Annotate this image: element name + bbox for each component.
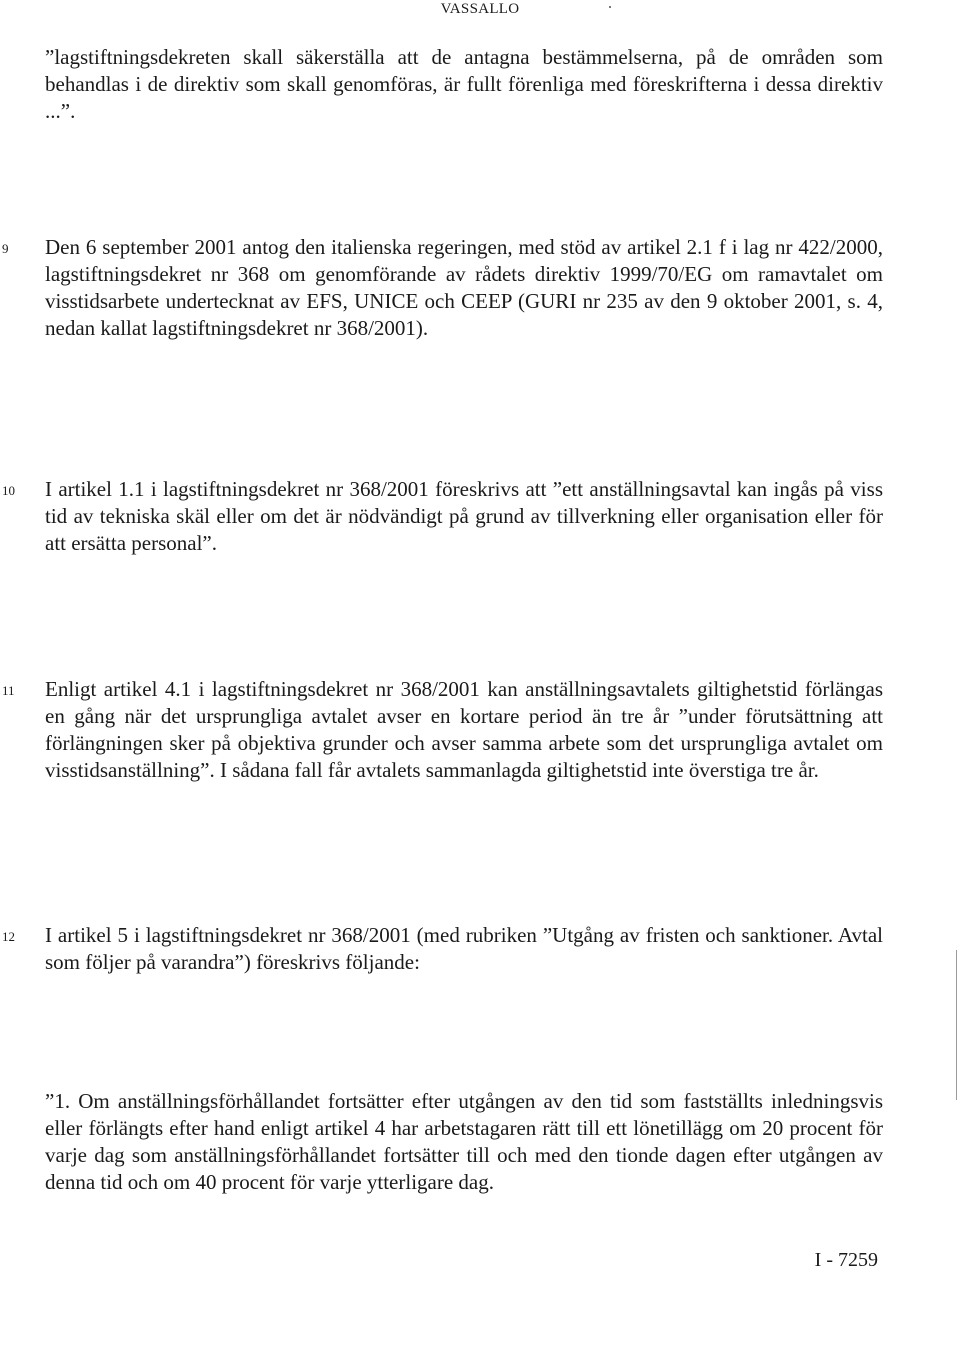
page-number: I - 7259 bbox=[814, 1249, 878, 1271]
margin-rule bbox=[956, 950, 957, 1100]
paragraph-number-12: 12 bbox=[2, 929, 15, 944]
quote-article-5-paragraph-1: ”1. Om anställningsförhållandet fortsätter efter utgången av den tid som fastställts inledningsvis eller förlängts efter hand enligt artikel 4 har arbetstagaren rätt till ett lönetillägg om 20 procent för varje dag som anställningsförhållandet fortsätter till och med den tionde dagen efter utgången av denna tid och om 40 procent för varje ytterligare dag. bbox=[45, 1089, 883, 1194]
paragraph-10: I artikel 1.1 i lagstiftningsdekret nr 368/2001 föreskrivs att ”ett anställningsavtal kan ingås på viss tid av tekniska skäl eller om det är nödvändigt på grund av tillverkning eller organisation eller för att ersätta personal”. bbox=[45, 477, 883, 555]
paragraph-number-9: 9 bbox=[2, 241, 9, 256]
paragraph-12: I artikel 5 i lagstiftningsdekret nr 368/2001 (med rubriken ”Utgång av fristen och sanktioner. Avtal som följer på varandra”) föreskrivs följande: bbox=[45, 923, 883, 974]
quote-intro: ”lagstiftningsdekreten skall säkerställa att de antagna bestämmelserna, på de områden som behandlas i de direktiv som skall genomföras, är fullt förenliga med föreskrifterna i dessa direktiv ...”. bbox=[45, 45, 883, 123]
paragraph-number-11: 11 bbox=[2, 683, 15, 698]
paragraph-number-10: 10 bbox=[2, 483, 15, 498]
paragraph-9: Den 6 september 2001 antog den italienska regeringen, med stöd av artikel 2.1 f i lag nr 422/2000, lagstiftningsdekret nr 368 om genomförande av rådets direktiv 1999/70/EG om ramavtalet om visstidsarbete undertecknat av EFS, UNICE och CEEP (GURI nr 235 av den 9 oktober 2001, s. 4, nedan kallat lagstiftningsdekret nr 368/2001). bbox=[45, 235, 883, 340]
speck-mark bbox=[609, 6, 611, 8]
running-head: VASSALLO bbox=[440, 1, 520, 17]
paragraph-11: Enligt artikel 4.1 i lagstiftningsdekret nr 368/2001 kan anställningsavtalets giltighetstid förlängas en gång när det ursprungliga avtalet avser en kortare period än tre år ”under förutsättning att förlängningen sker på objektiva grunder och avser samma arbete som det ursprungliga avtalet om visstidsanställning”. I sådana fall får avtalets sammanlagda giltighetstid inte överstiga tre år. bbox=[45, 677, 883, 782]
